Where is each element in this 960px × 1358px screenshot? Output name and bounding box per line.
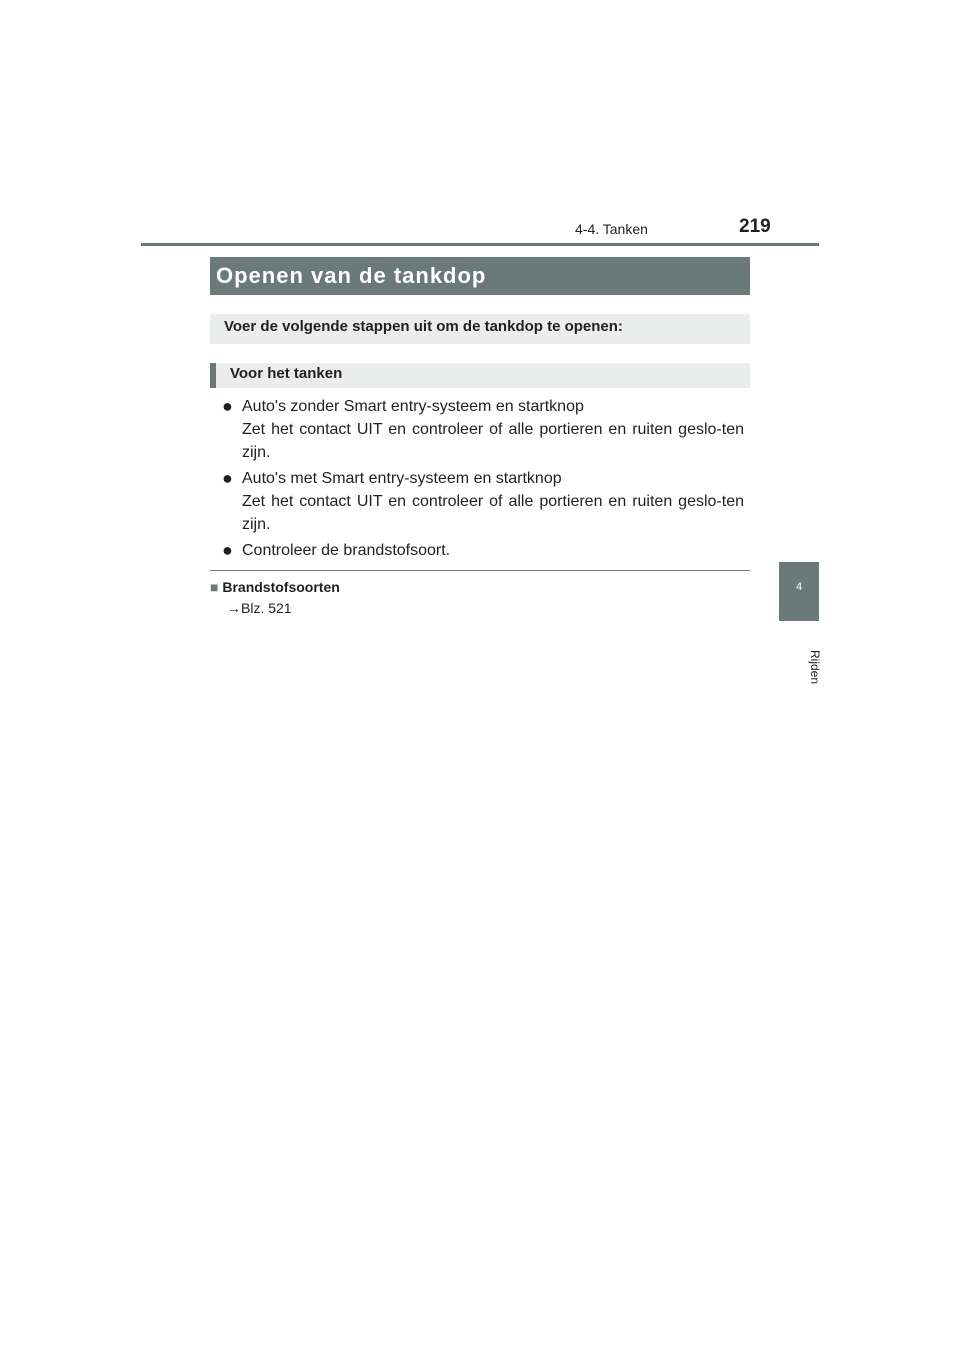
list-item-text: Zet het contact UIT en controleer of alle portieren en ruiten geslo-ten zijn. bbox=[242, 493, 744, 533]
note-title bbox=[210, 579, 340, 595]
section-reference: 4-4. Tanken bbox=[575, 221, 648, 237]
chapter-label: Rijden bbox=[808, 650, 822, 685]
list-item-text: Zet het contact UIT en controleer of alle portieren en ruiten geslo-ten zijn. bbox=[242, 421, 744, 461]
note-page-reference: →Blz. 521 bbox=[227, 600, 292, 616]
list-item bbox=[222, 395, 744, 464]
bullet-list bbox=[222, 395, 744, 565]
bullet-icon: ● bbox=[222, 396, 233, 416]
bullet-icon: ● bbox=[222, 540, 233, 560]
chapter-tab bbox=[779, 562, 819, 621]
list-item bbox=[222, 539, 744, 562]
header-rule bbox=[141, 243, 819, 246]
list-item-heading: Auto's met Smart entry-systeem en startknop bbox=[242, 470, 562, 487]
page-title: Openen van de tankdop bbox=[210, 257, 750, 295]
chapter-number: 4 bbox=[795, 581, 803, 593]
square-bullet-icon: ■ bbox=[210, 579, 219, 595]
list-item-heading: Controleer de brandstofsoort. bbox=[242, 542, 451, 559]
intro-text: Voer de volgende stappen uit om de tankdop te openen: bbox=[210, 314, 750, 344]
list-item bbox=[222, 467, 744, 536]
note-title-text: Brandstofsoorten bbox=[222, 579, 340, 595]
page-number: 219 bbox=[739, 216, 771, 237]
subsection-heading: Voor het tanken bbox=[210, 363, 750, 388]
notes-divider bbox=[210, 570, 750, 571]
list-item-heading: Auto's zonder Smart entry-systeem en startknop bbox=[242, 398, 584, 415]
bullet-icon: ● bbox=[222, 468, 233, 488]
